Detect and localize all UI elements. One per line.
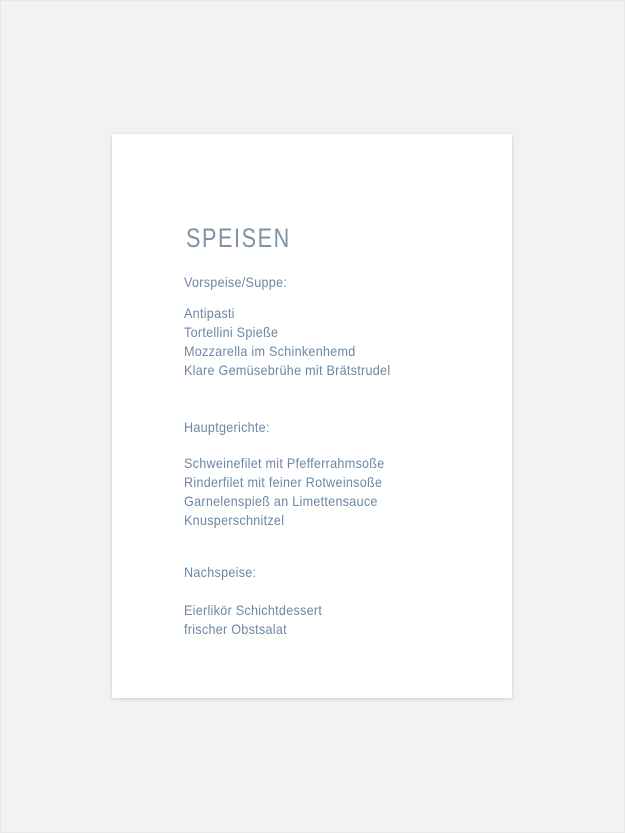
section-item-list [184,304,470,380]
menu-item: Klare Gemüsebrühe mit Brätstrudel [184,362,391,378]
menu-item: Garnelenspieß an Limettensauce [184,493,378,509]
menu-card [112,134,512,698]
menu-item: Rinderfilet mit feiner Rotweinsoße [184,474,383,490]
menu-section-vorspeise [184,273,470,380]
menu-item: Antipasti [184,305,235,321]
menu-section-nachspeise [184,563,470,639]
section-heading: Hauptgerichte: [184,419,270,435]
menu-item: frischer Obstsalat [184,621,287,637]
menu-item: Eierlikör Schichtdessert [184,602,323,618]
menu-title: SPEISEN [186,223,291,253]
section-heading: Vorspeise/Suppe: [184,274,288,290]
section-heading: Nachspeise: [184,564,257,580]
section-item-list [184,454,470,530]
section-item-list [184,601,470,639]
menu-item: Mozzarella im Schinkenhemd [184,343,356,359]
menu-item: Schweinefilet mit Pfefferrahmsoße [184,455,385,471]
menu-section-hauptgerichte [184,418,470,530]
menu-item: Knusperschnitzel [184,512,285,528]
menu-item: Tortellini Spieße [184,324,279,340]
